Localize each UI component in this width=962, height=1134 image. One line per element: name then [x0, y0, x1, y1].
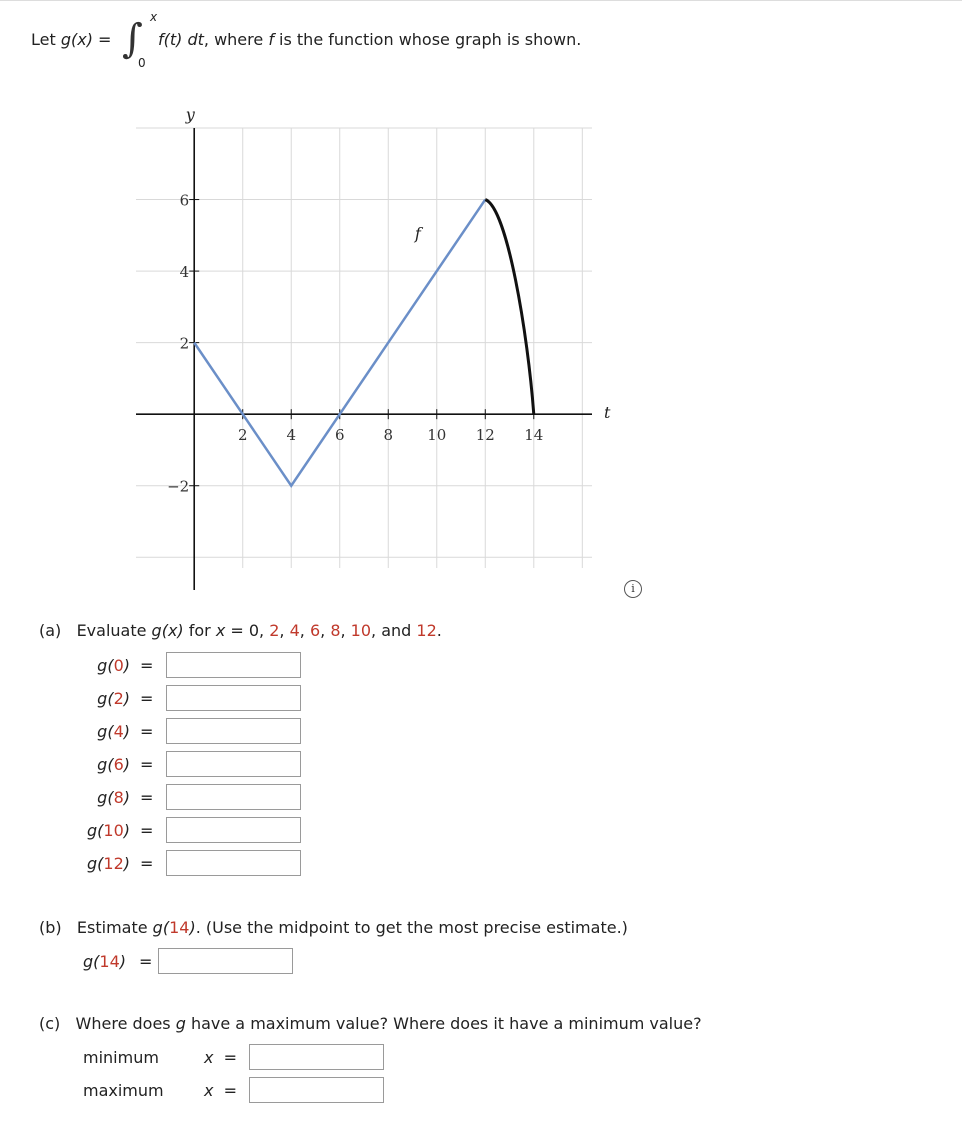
y-axis-label: y — [185, 105, 195, 124]
g14-answer-input[interactable] — [158, 948, 293, 974]
x-tick-label: 8 — [383, 426, 394, 445]
g-value-label: g(12) — [86, 854, 130, 873]
integral-sign-icon: ∫ — [122, 16, 143, 62]
g-value-label: g(10) — [86, 821, 130, 840]
g-value-label: g(6) — [97, 755, 130, 774]
y-tick-label: 6 — [179, 191, 190, 210]
g-value-input[interactable] — [166, 652, 301, 678]
g14-equals: = — [139, 952, 153, 971]
minimum-x-label: x = — [204, 1048, 238, 1067]
g-value-input[interactable] — [166, 784, 301, 810]
part-a-question: (a) Evaluate g(x) for x = 0, 2, 4, 6, 8, 10, and 12. — [39, 621, 442, 640]
maximum-x-input[interactable] — [249, 1077, 384, 1103]
integral-lower-limit: 0 — [138, 56, 146, 70]
g-value-equals: = — [140, 788, 154, 807]
graph-grid — [136, 128, 592, 568]
x-tick-label: 2 — [237, 426, 248, 445]
x-tick-label: 4 — [286, 426, 297, 445]
x-tick-label: 10 — [427, 426, 447, 445]
g-value-label: g(4) — [97, 722, 130, 741]
y-tick-label: 4 — [179, 263, 190, 282]
g-value-input[interactable] — [166, 817, 301, 843]
curve-label: f — [414, 223, 421, 243]
maximum-label: maximum — [83, 1081, 164, 1100]
g-value-label: g(0) — [97, 656, 130, 675]
g-value-equals: = — [140, 689, 154, 708]
t-axis-label: t — [604, 403, 611, 423]
g-value-equals: = — [140, 821, 154, 840]
g14-label: g(14) — [83, 952, 127, 971]
g-value-input[interactable] — [166, 850, 301, 876]
graph-tick-labels — [167, 192, 543, 496]
maximum-x-label: x = — [204, 1081, 238, 1100]
minimum-x-input[interactable] — [249, 1044, 384, 1070]
g-value-label: g(2) — [97, 689, 130, 708]
integrand-text: f(t) dt, where f is the function whose graph is shown. — [158, 30, 582, 49]
x-tick-label: 12 — [475, 426, 495, 445]
g-value-input[interactable] — [166, 718, 301, 744]
part-b-question: (b) Estimate g(14). (Use the midpoint to get the most precise estimate.) — [39, 918, 628, 937]
integral-upper-limit: x — [150, 10, 158, 24]
part-c-question: (c) Where does g have a maximum value? Where does it have a minimum value? — [39, 1014, 702, 1033]
x-tick-label: 14 — [524, 426, 544, 445]
g-value-equals: = — [140, 722, 154, 741]
y-tick-label: −2 — [167, 477, 190, 496]
g-value-input[interactable] — [166, 685, 301, 711]
g-value-equals: = — [140, 656, 154, 675]
info-icon[interactable]: i — [624, 580, 642, 598]
g-value-equals: = — [140, 755, 154, 774]
x-tick-label: 6 — [334, 426, 345, 445]
y-tick-label: 2 — [179, 334, 190, 353]
g-value-input[interactable] — [166, 751, 301, 777]
problem-statement: Let g(x) = — [31, 30, 112, 49]
function-curve-segment — [485, 200, 534, 415]
g-value-equals: = — [140, 854, 154, 873]
g-value-label: g(8) — [97, 788, 130, 807]
minimum-label: minimum — [83, 1048, 159, 1067]
